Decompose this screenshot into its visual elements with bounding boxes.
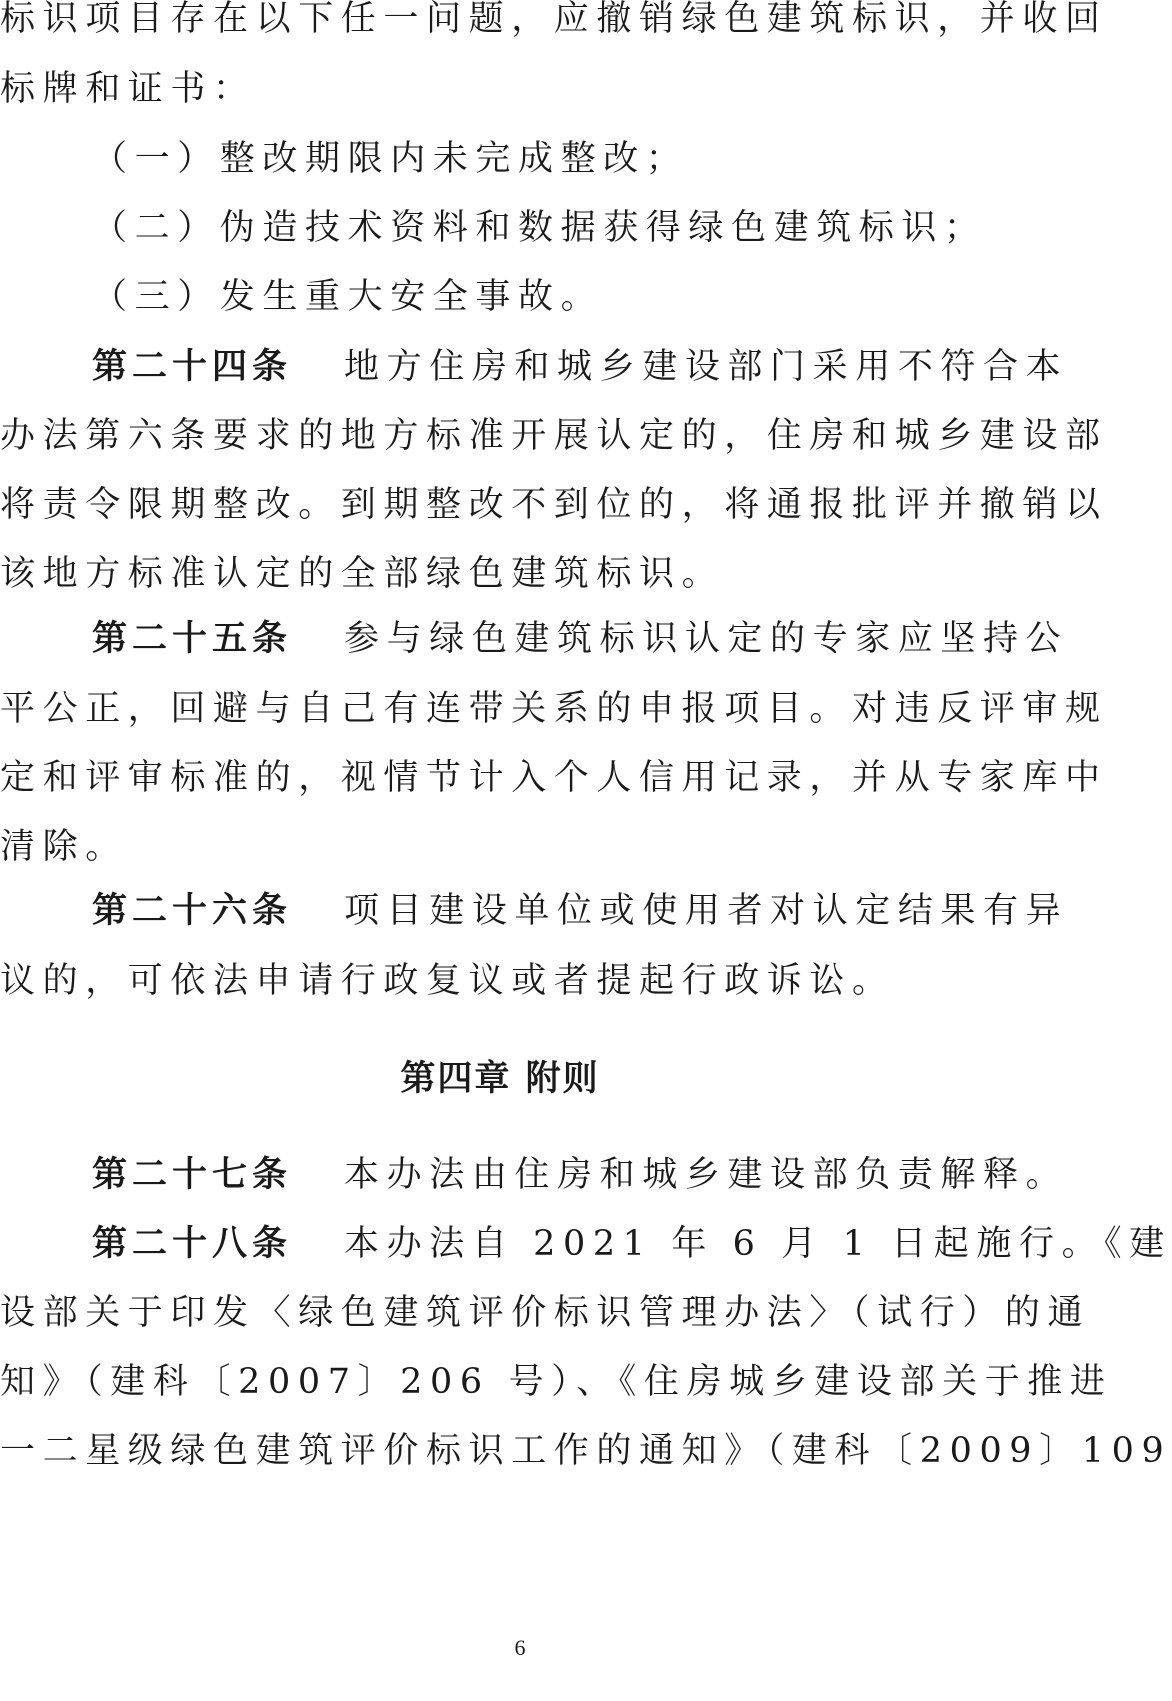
body-line: 平公正，回避与自己有连带关系的申报项目。对违反评审规 [0, 689, 1108, 729]
body-line: 将责令限期整改。到期整改不到位的，将通报批评并撤销以 [0, 485, 1108, 525]
page-number: 6 [514, 1635, 526, 1660]
article-text: 本办法由住房和城乡建设部负责解释。 [344, 1155, 1069, 1195]
article-title: 第二十五条 [92, 619, 293, 659]
article-text: 项目建设单位或使用者对认定结果有异 [344, 891, 1069, 931]
article-text: 本办法自 2021 年 6 月 1 日起施行。《建 [344, 1224, 1172, 1264]
article-28-first-line [92, 1219, 1172, 1269]
article-24-first-line [92, 342, 1068, 392]
body-line: 一二星级绿色建筑评价标识工作的通知》（建科〔2009〕109 [0, 1431, 1172, 1471]
body-line: 办法第六条要求的地方标准开展认定的，住房和城乡建设部 [0, 416, 1108, 456]
body-line: 清除。 [0, 827, 128, 867]
list-item: （三）发生重大安全事故。 [92, 277, 604, 317]
list-item: （一）整改期限内未完成整改； [92, 139, 689, 179]
chapter-title: 第四章 附则 [400, 1059, 600, 1099]
article-title: 第二十六条 [92, 891, 293, 931]
article-27-line [92, 1150, 1068, 1200]
list-item: （二）伪造技术资料和数据获得绿色建筑标识； [92, 208, 987, 248]
article-title: 第二十七条 [92, 1155, 293, 1195]
article-25-first-line [92, 614, 1068, 664]
body-line: 该地方标准认定的全部绿色建筑标识。 [0, 554, 725, 594]
body-line: 议的，可依法申请行政复议或者提起行政诉讼。 [0, 961, 895, 1001]
article-title: 第二十八条 [92, 1224, 293, 1264]
article-text: 参与绿色建筑标识认定的专家应坚持公 [344, 619, 1069, 659]
article-title: 第二十四条 [92, 347, 293, 387]
body-line: 知》（建科〔2007〕206 号）、《住房城乡建设部关于推进 [0, 1362, 1113, 1402]
article-26-first-line [92, 886, 1068, 936]
body-line: 定和评审标准的，视情节计入个人信用记录，并从专家库中 [0, 758, 1108, 798]
body-line: 标识项目存在以下任一问题，应撤销绿色建筑标识，并收回 [0, 0, 1108, 39]
body-line: 标牌和证书： [0, 69, 256, 109]
article-text: 地方住房和城乡建设部门采用不符合本 [344, 347, 1069, 387]
body-line: 设部关于印发〈绿色建筑评价标识管理办法〉（试行）的通 [0, 1293, 1091, 1333]
